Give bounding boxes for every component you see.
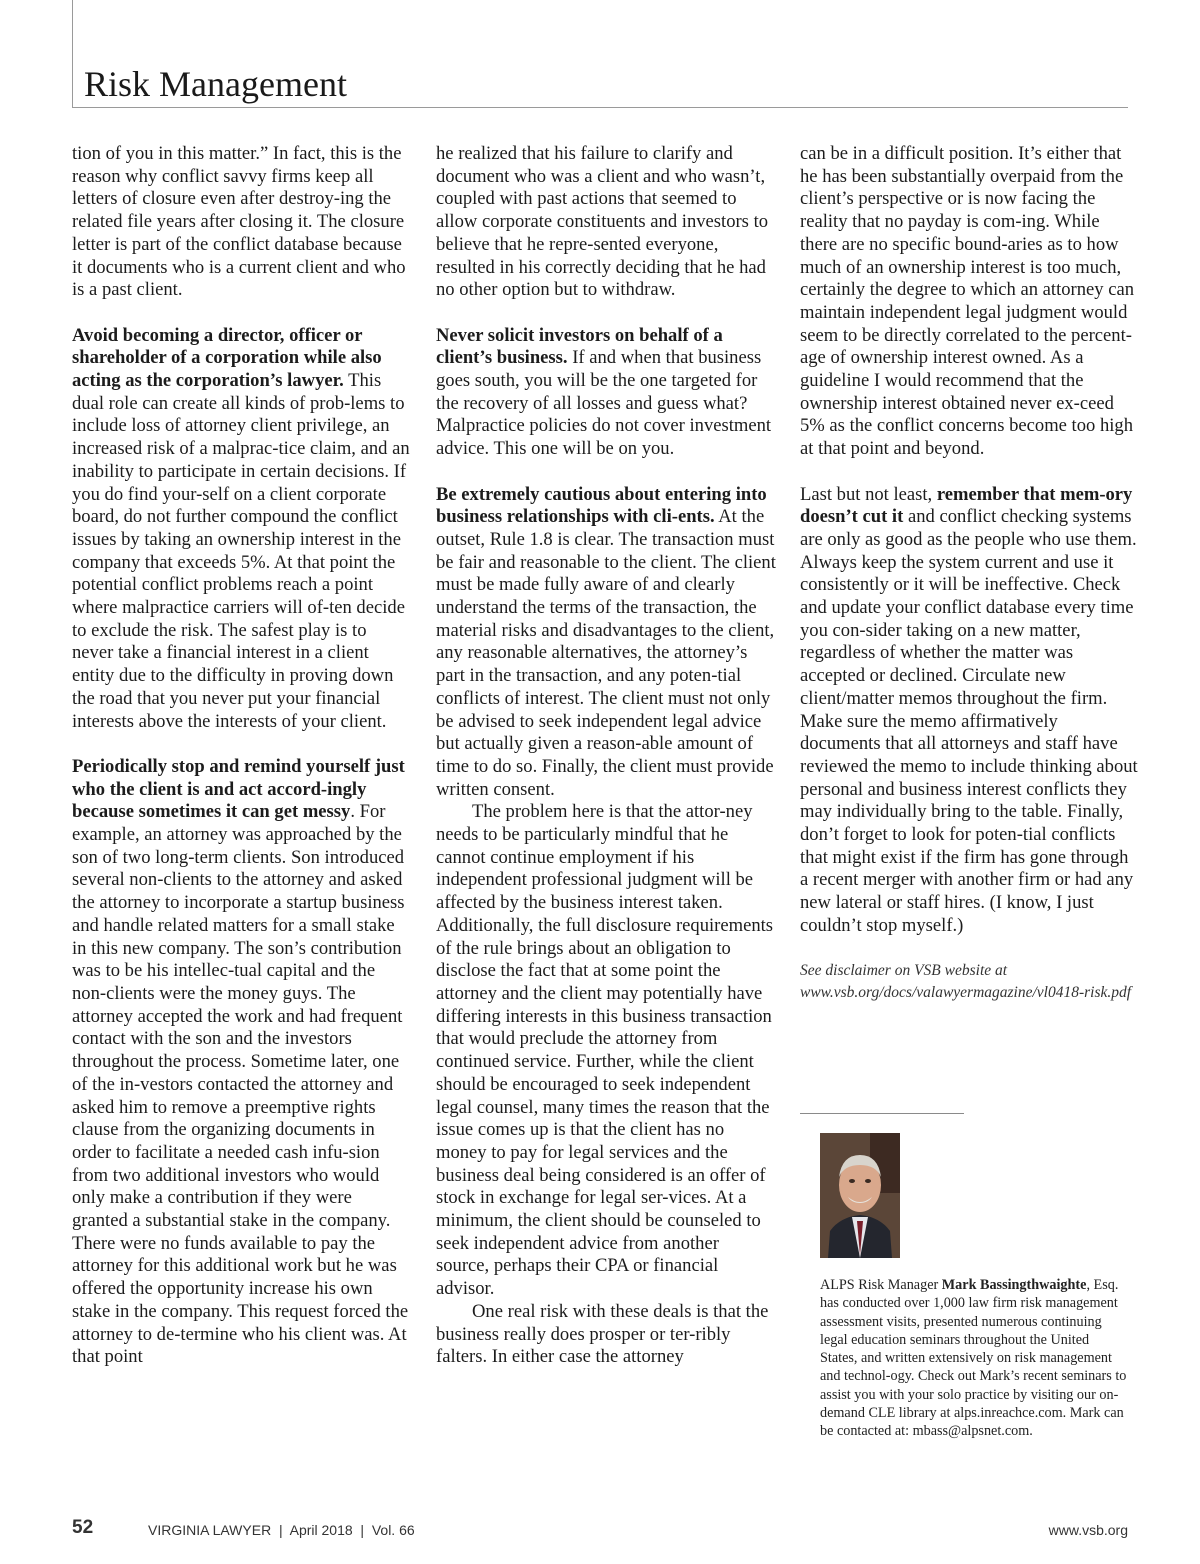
body-text: tion of you in this matter.” In fact, this is the reason why conflict savvy firms keep all letters of closure even after destroy-ing the related file years after closing it. The closure letter is part of the conflict database because it documents who is a current client and who is a past client. xyxy=(72,143,406,301)
magazine-info: VIRGINIA LAWYER | April 2018 | Vol. 66 xyxy=(148,1522,415,1538)
bio-divider xyxy=(800,1113,964,1114)
body-text: Last but not least, xyxy=(800,483,937,505)
bio-body: , Esq. has conducted over 1,000 law firm risk management assessment visits, presented numerous continuing legal education seminars throughout the United States, and written extensively on risk management and technol-ogy. Check out Mark’s recent seminars to assist you with your solo practice by visiting our on-demand CLE library at alps.inreachce.com. Mark can be contacted at: mbass@alpsnet.com. xyxy=(820,1277,1127,1440)
body-text: At the outset, Rule 1.8 is clear. The transaction must be fair and reasonable to the client. The client must be made fully aware of and clearly understand the terms of the transaction, the material risks and disadvantages to the client, any reasonable alternatives, the attorney’s part in the transaction, and any poten-tial conflicts of interest. The client must not only be advised to seek independent legal advice but actually given a reason-able amount of time to do so. Finally, the client must provide written consent. xyxy=(436,506,776,800)
paragraph: One real risk with these deals is that the business really does prosper or ter-ribly falters. In either case the attorney xyxy=(436,1300,769,1368)
author-portrait-icon xyxy=(820,1133,900,1258)
body-text: If and when that business goes south, you will be the one targeted for the recovery of all losses and guess what? Malpractice policies do not cover investment advice. This one will be on you. xyxy=(436,347,772,460)
section-title: Risk Management xyxy=(84,64,347,104)
author-name: Mark Bassingthwaighte xyxy=(941,1277,1087,1293)
paragraph xyxy=(72,325,412,734)
paragraph xyxy=(72,143,412,302)
body-text: can be in a difficult position. It’s either that he has been substantially overpaid from the client’s perspective or is now facing the reality that no payday is com-ing. While there are no specific bound-aries as to how much of an ownership interest is too much, certainly the degree to which an attorney can maintain independent legal judgment would seem to be directly correlated to the percent-age of ownership interest owned. As a guideline I would recommend that the ownership interest obtained never ex-ceed 5% as the conflict concerns become too high at that point and beyond. xyxy=(800,143,1135,460)
body-text: and conflict checking systems are only as good as the people who use them. Always keep the system current and use it consistently or it will be ineffective. Check and update your conflict database every time you con-sider taking on a new matter, regardless of whether the matter was accepted or declined. Circulate new client/matter memos throughout the firm. Make sure the memo affirmatively documents that all attorneys and staff have reviewed the memo to include thinking about personal and business interest conflicts they may individually bring to the table. Finally, don’t forget to look for poten-tial conflicts that might exist if the firm has gone through a recent merger with another firm or had any new lateral or staff hires. (I know, I just couldn’t stop myself.) xyxy=(800,506,1138,936)
paragraph xyxy=(436,325,776,461)
disclaimer: See disclaimer on VSB website at www.vsb.org/docs/valawyermagazine/vl0418-risk.pdf xyxy=(800,961,1132,1001)
author-bio xyxy=(820,1276,1130,1441)
header-vertical-rule xyxy=(72,0,73,108)
body-text: . For example, an attorney was approached by the son of two long-term clients. Son introduced several non-clients to the attorney and asked the attorney to incorporate a startup business and handle related matters for a small stake in this new company. The son’s contribution was to be his intellec-tual capital and the non-clients were the money guys. The attorney accepted the work and had frequent contact with the son and the investors throughout the process. Sometime later, one of the in-vestors contacted the attorney and asked him to remove a preemptive rights clause from the organizing documents in order to facilitate a needed cash infu-sion from two additional investors who would only make a contribution if they were granted a substantial stake in the company. There were no funds available to pay the attorney for this additional work but he was offered the opportunity increase his own stake in the company. This request forced the attorney to de-termine who his client was. At that point xyxy=(72,801,409,1368)
paragraph xyxy=(436,143,776,302)
subhead: Avoid becoming a director, officer or shareholder of a corporation while also acting as the corporation’s lawyer. xyxy=(72,324,382,392)
paragraph: The problem here is that the attor-ney needs to be particularly mindful that he cannot continue employment if his independent professional judgment will be affected by the business interest taken. Additionally, the full disclosure requirements of the rule brings about an obligation to disclose the fact that at some point the attorney and the client may potentially have differing interests in this business transaction that would preclude the attorney from continued service. Further, while the client should be encouraged to seek independent legal counsel, many times the reason that the issue comes up is that the client has no money to pay for legal services and the business deal being considered is an offer of stock in exchange for legal ser-vices. At a minimum, the client should be counseled to seek independent advice from another source, perhaps their CPA or financial advisor. xyxy=(436,801,774,1300)
body-text: This dual role can create all kinds of prob-lems to include loss of attorney client privilege, an increased risk of a malprac-tice claim, and an inability to participate in certain decisions. If you do find your-self on a client corporate board, do not further compound the conflict issues by taking an ownership interest in the company that exceeds 5%. At that point the potential conflict problems reach a point where malpractice carriers will of-ten decide to exclude the risk. The safest play is to never take a financial interest in a client entity due to the difficulty in proving down the road that you never put your financial interests above the interests of your client. xyxy=(72,370,410,732)
author-bio-text xyxy=(820,1276,1130,1441)
website-link[interactable]: www.vsb.org xyxy=(1048,1522,1128,1538)
header-horizontal-rule xyxy=(72,107,1128,108)
page-number: 52 xyxy=(72,1517,94,1538)
subhead: Be extremely cautious about entering into business relationships with cli-ents. xyxy=(436,483,767,528)
subhead: remember that mem-ory doesn’t cut it xyxy=(800,483,1133,528)
article-column-1 xyxy=(72,143,412,1369)
paragraph xyxy=(436,484,776,802)
paragraph xyxy=(800,143,1138,461)
bio-prefix: ALPS Risk Manager xyxy=(820,1277,942,1293)
paragraph xyxy=(800,484,1138,938)
article-column-2 xyxy=(436,143,776,1369)
article-column-3 xyxy=(800,143,1138,1004)
subhead: Never solicit investors on behalf of a client’s business. xyxy=(436,324,723,369)
paragraph xyxy=(72,756,412,1369)
body-text: he realized that his failure to clarify and document who was a client and who wasn’t, coupled with past actions that seemed to allow corporate constituents and investors to believe that he repre-sented everyone, resulted in his correctly deciding that he had no other option but to withdraw. xyxy=(436,143,769,301)
subhead: Periodically stop and remind yourself just who the client is and act accord-ingly because sometimes it can get messy xyxy=(72,755,405,823)
author-photo xyxy=(820,1133,900,1258)
